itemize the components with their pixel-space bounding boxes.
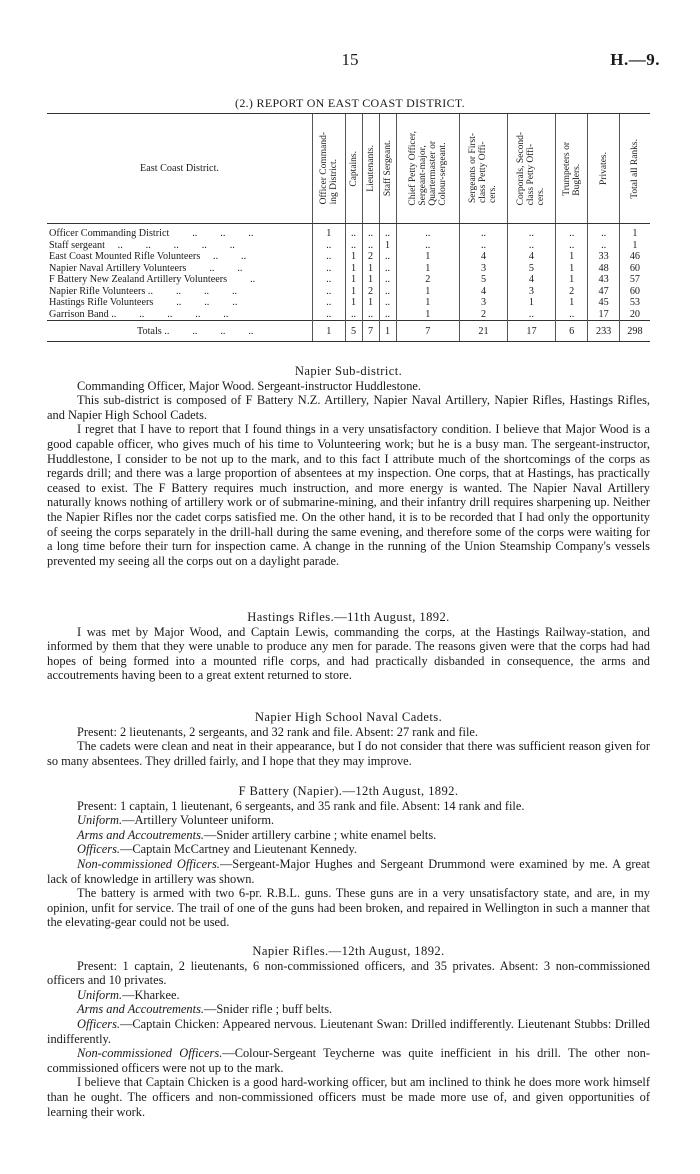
table-cell: 2 <box>396 274 459 286</box>
paragraph: This sub-district is composed of F Battery N.Z. Artillery, Napier Naval Artillery, Napier Rifles, Hastings Rifles, and Napier High School Cadets. <box>47 393 650 422</box>
table-cell: .. <box>555 309 588 321</box>
row-label: Officer Commanding District .. .. .. <box>49 228 254 240</box>
table-cell: 48 <box>588 263 619 275</box>
table-cell: .. <box>313 263 346 275</box>
table-cell: 1 <box>396 286 459 298</box>
table-cell: 60 <box>619 263 650 275</box>
table-cell: .. <box>396 240 459 252</box>
table-cell: 53 <box>619 297 650 309</box>
paragraph: Uniform.—Kharkee. <box>77 987 180 1002</box>
report-title: (2.) REPORT ON EAST COAST DISTRICT. <box>235 96 465 110</box>
table-cell: .. <box>313 309 346 321</box>
table-cell: .. <box>507 240 555 252</box>
table-cell: .. <box>379 309 396 321</box>
paragraph: Commanding Officer, Major Wood. Sergeant-instructor Huddlestone. <box>77 378 422 393</box>
table-cell: .. <box>345 240 362 252</box>
table-cell: .. <box>313 286 346 298</box>
table-cell: 4 <box>507 251 555 263</box>
table-row <box>47 274 650 286</box>
paragraph: The cadets were clean and neat in their appearance, but I do not consider that there was sufficient reason given for so many absentees. They drilled fairly, and I hope that they may improve. <box>47 739 650 768</box>
row-label: Garrison Band .. .. .. .. .. <box>49 308 229 320</box>
table-cell: .. <box>379 263 396 275</box>
paragraph: I regret that I have to report that I found things in a very unsatisfactory condition. I believe that Major Wood is a good capable officer, who gives much of his time to Volunteering work; but he is a busy man. The sergeant-instructor, Huddlestone, I consider to be not up to the mark, and to this fact I attribute much of the shortcomings of the corps as regards drill; and there was a large proportion of absentees at my inspection. One corps, that at Hastings, has practically ceased to exist. The F Battery requires much instruction, and more energy is wanted. The Napier Naval Artillery naturally knows nothing of artillery work or of submarine-mining, and their infantry drill requires sharpening up. Neither the Napier Rifles nor the cadet corps satisfied me. On the other hand, it is to be recorded that I had only the opportunity of seeing the corps separately in the drill-hall during the same evening, and therefore some of the corps were waiting for a long time before their turn for inspection came. A change in the running of the Union Steamship Company's vessels prevented my seeing all the corps out on a daylight parade. <box>47 422 650 568</box>
paragraph: The battery is armed with two 6-pr. R.B.L. guns. These guns are in a very unsatisfactory state, and are, in my opinion, unfit for service. The trail of one of the guns had been broken, and repaired in Wellington in such a manner that the elevating-gear could not be used. <box>47 886 650 930</box>
table-cell: 1 <box>379 240 396 252</box>
table-cell: .. <box>362 224 379 240</box>
table-cell: 1 <box>619 240 650 252</box>
table-cell: 17 <box>507 321 555 342</box>
table-cell: 45 <box>588 297 619 309</box>
table-cell: 7 <box>362 321 379 342</box>
column-header: Captains. <box>348 150 359 187</box>
paragraph: Non-commissioned Officers.—Colour-Sergeant Teycherne was quite inefficient in his drill. The other non-commissioned officers were not up to the mark. <box>47 1046 650 1075</box>
table-cell: .. <box>313 297 346 309</box>
table-cell: .. <box>313 240 346 252</box>
table-cell: 2 <box>460 309 508 321</box>
table-cell: 4 <box>507 274 555 286</box>
section-heading: Napier Sub-district. <box>294 364 403 378</box>
section-heading: F Battery (Napier).—12th August, 1892. <box>238 784 459 798</box>
table-cell: 46 <box>619 251 650 263</box>
table-cell: 1 <box>362 263 379 275</box>
table-cell: 43 <box>588 274 619 286</box>
column-header: Total all Ranks. <box>629 138 640 199</box>
strength-table <box>47 113 650 342</box>
table-cell: 1 <box>396 251 459 263</box>
table-row <box>47 251 650 263</box>
paragraph: Officers.—Captain McCartney and Lieutenant Kennedy. <box>77 842 357 857</box>
totals-row <box>47 321 650 342</box>
page-number: 15 <box>341 50 359 69</box>
paragraph: Present: 2 lieutenants, 2 sergeants, and 32 rank and file. Absent: 27 rank and file. <box>77 724 478 739</box>
paragraph: Arms and Accoutrements.—Snider rifle ; buff belts. <box>77 1002 333 1017</box>
paragraph: Uniform.—Artillery Volunteer uniform. <box>77 813 275 828</box>
table-cell: 2 <box>555 286 588 298</box>
section-heading: Napier Rifles.—12th August, 1892. <box>252 944 445 958</box>
table-row <box>47 309 650 321</box>
table-cell: 1 <box>555 251 588 263</box>
table-cell: 5 <box>345 321 362 342</box>
table-cell: .. <box>379 286 396 298</box>
row-label: Hastings Rifle Volunteers .. .. .. <box>49 297 238 309</box>
table-cell: 1 <box>345 286 362 298</box>
column-header: Staff Sergeant. <box>382 140 393 197</box>
table-cell: .. <box>379 297 396 309</box>
table-cell: .. <box>460 240 508 252</box>
table-cell: 5 <box>460 274 508 286</box>
table-cell: 1 <box>362 297 379 309</box>
paragraph: Officers.—Captain Chicken: Appeared nervous. Lieutenant Swan: Drilled indifferently. Lieutenant Stubbs: Drilled indifferently. <box>47 1016 650 1046</box>
table-cell: 1 <box>396 263 459 275</box>
row-label: Staff sergeant .. .. .. .. .. <box>49 239 235 251</box>
hastings-section <box>47 610 650 683</box>
table-cell: 4 <box>460 286 508 298</box>
paragraph: I believe that Captain Chicken is a good hard-working officer, but am inclined to think he does more work himself than he ought. The officers and non-commissioned officers must be made more use of, and given opportunities of learning their work. <box>47 1075 650 1119</box>
table-cell: .. <box>362 240 379 252</box>
column-header: Officer Command- ing District. <box>318 132 339 205</box>
table-cell: .. <box>379 224 396 240</box>
table-cell: 2 <box>362 286 379 298</box>
paragraph: Present: 1 captain, 1 lieutenant, 6 sergeants, and 35 rank and file. Absent: 14 rank and file. <box>77 798 525 813</box>
section-heading: Hastings Rifles.—11th August, 1892. <box>247 610 450 624</box>
table-cell: 1 <box>313 224 346 240</box>
table-cell: .. <box>362 309 379 321</box>
table-cell: 1 <box>507 297 555 309</box>
table-cell: 1 <box>396 309 459 321</box>
table-cell: 21 <box>460 321 508 342</box>
table-cell: 60 <box>619 286 650 298</box>
paragraph: I was met by Major Wood, and Captain Lewis, commanding the corps, at the Hastings Railway-station, and informed by them that they were unable to produce any men for parade. The reasons given were that the corps had had hopes of being formed into a mounted rifle corps, and had practically disbanded in consequence, the arms and accoutrements having been to a great extent returned to store. <box>47 624 650 683</box>
table-row <box>47 286 650 298</box>
paragraph: Present: 1 captain, 2 lieutenants, 6 non-commissioned officers, and 35 privates. Absent: 3 non-commissioned officers and 10 privates. <box>47 958 650 988</box>
paragraph: Non-commissioned Officers.—Sergeant-Major Hughes and Sergeant Drummond were examined by me. A great lack of knowledge in artillery was shown. <box>47 856 650 886</box>
table-cell: 1 <box>345 297 362 309</box>
table-row <box>47 224 650 240</box>
table-cell: .. <box>379 274 396 286</box>
table-cell: .. <box>555 224 588 240</box>
table-cell: .. <box>345 224 362 240</box>
column-header: Trumpeters or Buglers. <box>561 141 582 196</box>
f-battery-section <box>47 784 650 930</box>
table-cell: 1 <box>555 274 588 286</box>
column-header: Sergeants or First- class Petty Offi- cers. <box>468 133 499 204</box>
document-reference: H.—9. <box>610 50 660 69</box>
table-cell: 6 <box>555 321 588 342</box>
table-cell: 298 <box>619 321 650 342</box>
row-label: East Coast Mounted Rifle Volunteers .. .. <box>49 251 247 263</box>
table-cell: 4 <box>460 251 508 263</box>
table-cell: 47 <box>588 286 619 298</box>
column-header: Corporals, Second- class Petty Offi- cers. <box>516 131 547 206</box>
column-header: Privates. <box>598 152 609 185</box>
table-cell: .. <box>507 309 555 321</box>
row-label: Napier Naval Artillery Volunteers .. .. <box>49 262 243 274</box>
cadets-section <box>47 710 650 768</box>
table-cell: 1 <box>379 321 396 342</box>
table-cell: 1 <box>555 263 588 275</box>
table-cell: 3 <box>507 286 555 298</box>
napier-rifles-section <box>47 944 650 1119</box>
row-label: Napier Rifle Volunteers .. .. .. .. <box>49 285 238 297</box>
table-cell: .. <box>460 224 508 240</box>
table-row <box>47 240 650 252</box>
table-cell: .. <box>396 224 459 240</box>
table-cell: 3 <box>460 297 508 309</box>
table-cell: 1 <box>555 297 588 309</box>
table-cell: .. <box>313 251 346 263</box>
table-cell: 7 <box>396 321 459 342</box>
table-cell: .. <box>507 224 555 240</box>
section-heading: Napier High School Naval Cadets. <box>254 710 443 724</box>
row-label: Totals .. .. .. .. <box>47 321 313 342</box>
table-cell: .. <box>379 251 396 263</box>
column-header: Lieutenants. <box>365 145 376 192</box>
row-label: F Battery New Zealand Artillery Volunteers .. <box>49 274 256 286</box>
paragraph: Arms and Accoutrements.—Snider artillery carbine ; white enamel belts. <box>77 827 437 842</box>
table-cell: .. <box>345 309 362 321</box>
table-row <box>47 297 650 309</box>
table-cell: 1 <box>362 274 379 286</box>
table-cell: .. <box>588 240 619 252</box>
table-cell: 1 <box>619 224 650 240</box>
table-cell: .. <box>313 274 346 286</box>
table-cell: 1 <box>345 274 362 286</box>
table-cell: 57 <box>619 274 650 286</box>
table-cell: 17 <box>588 309 619 321</box>
table-cell: 2 <box>362 251 379 263</box>
column-header: Chief Petty Officer, Sergeant-major, Quartermaster or Colour-sergeant. <box>407 131 448 206</box>
table-cell: .. <box>588 224 619 240</box>
table-cell: 1 <box>313 321 346 342</box>
table-cell: 233 <box>588 321 619 342</box>
table-cell: 1 <box>396 297 459 309</box>
table-cell: .. <box>555 240 588 252</box>
table-cell: 33 <box>588 251 619 263</box>
table-cell: 3 <box>460 263 508 275</box>
table-cell: 1 <box>345 263 362 275</box>
napier-section <box>47 364 650 568</box>
table-cell: 20 <box>619 309 650 321</box>
row-header: East Coast District. <box>47 114 313 224</box>
table-cell: 1 <box>345 251 362 263</box>
table-row <box>47 263 650 275</box>
table-cell: 5 <box>507 263 555 275</box>
